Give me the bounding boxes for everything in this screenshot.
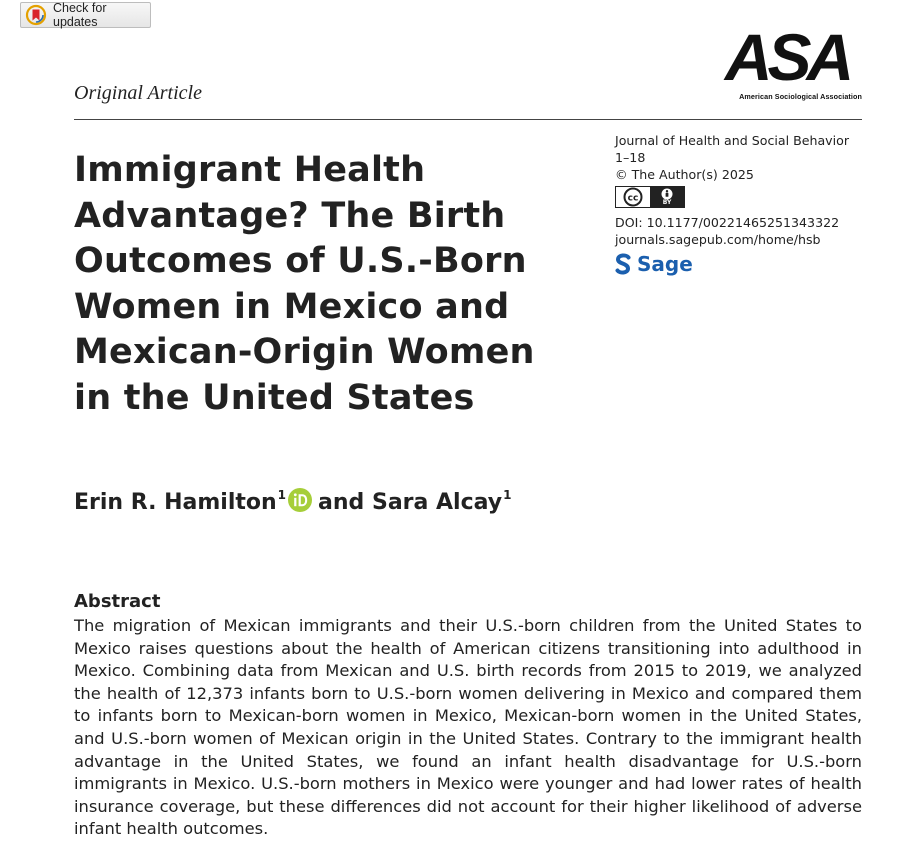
author-name: Sara Alcay — [371, 490, 503, 515]
journal-copyright: © The Author(s) 2025 — [615, 167, 754, 182]
bookmark-update-icon — [25, 4, 47, 26]
by-label: BY — [662, 199, 672, 206]
abstract-text: The migration of Mexican immigrants and their U.S.-born children from the United States to Mexico raises questions about the health of American citizens transitioning into adulthood in Mexico. Combining data from Mexican and U.S. birth records from 2015 to 2019, we analyzed the health of 12,373 infants born to U.S.-born women delivering in Mexico and compared them to infants born to Mexican-born women in Mexico, Mexican-born women in the United States, and U.S.-born women of Mexican origin in the United States. Contrary to the immigrant health advantage in the United States, we found an infant health disadvantage for U.S.-born immigrants in Mexico. U.S.-born mothers in Mexico were younger and had lower rates of health insurance coverage, but these differences did not account for their higher likelihood of adverse infant health outcomes. — [74, 616, 862, 839]
cc-by-license-badge[interactable] — [615, 186, 685, 208]
abstract-heading: Abstract — [74, 591, 161, 612]
journal-url[interactable]: journals.sagepub.com/home/hsb — [615, 232, 821, 247]
asa-logo-mark: ASA — [724, 20, 850, 94]
header-divider — [74, 119, 862, 120]
journal-name: Journal of Health and Social Behavior — [615, 133, 850, 148]
orcid-icon[interactable] — [288, 488, 312, 512]
article-title: Immigrant Health Advantage? The Birth Outcomes of U.S.-Born Women in Mexico and Mexican-Origin Women in the United States — [74, 150, 535, 418]
sage-s-icon — [615, 253, 631, 275]
by-attribution-icon — [650, 187, 684, 207]
author-affiliation: 1 — [277, 488, 287, 502]
author-joiner: and — [318, 490, 365, 515]
sage-logo-text: Sage — [637, 251, 693, 276]
journal-pages: 1–18 — [615, 150, 646, 165]
cc-icon-text: cc — [627, 193, 639, 204]
check-for-updates-label: Check for updates — [53, 1, 107, 29]
article-type: Original Article — [74, 82, 202, 104]
author-name: Erin R. Hamilton — [74, 490, 277, 515]
asa-logo — [712, 20, 862, 102]
author-list — [74, 488, 512, 515]
asa-logo-subtitle: American Sociological Association — [739, 92, 862, 101]
cc-icon — [616, 187, 650, 207]
check-for-updates-button[interactable] — [20, 2, 151, 28]
sage-logo[interactable] — [615, 253, 865, 275]
article-doi[interactable]: DOI: 10.1177/00221465251343322 — [615, 215, 840, 230]
journal-info — [615, 132, 865, 275]
author-affiliation: 1 — [503, 488, 512, 502]
